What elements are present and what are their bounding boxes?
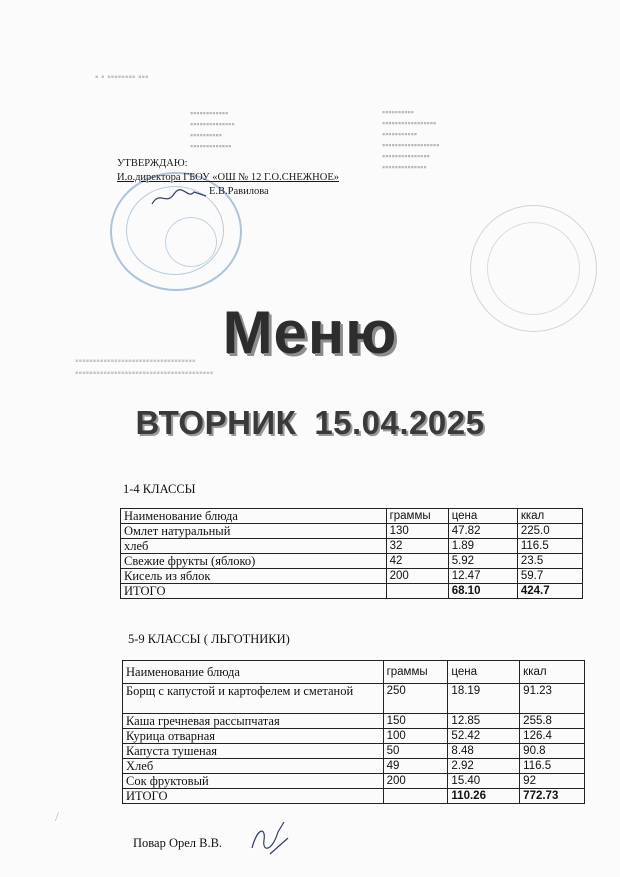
dish-kcal: 23.5 bbox=[517, 554, 582, 569]
day-date-heading bbox=[0, 404, 620, 442]
dish-grams: 100 bbox=[383, 729, 448, 744]
dish-kcal: 92 bbox=[520, 774, 585, 789]
dish-kcal: 90.8 bbox=[520, 744, 585, 759]
dish-kcal: 91.23 bbox=[520, 684, 585, 714]
header-price: цена bbox=[448, 661, 520, 684]
dish-grams: 130 bbox=[386, 524, 448, 539]
menu-table-grades-1-4 bbox=[120, 508, 583, 599]
header-kcal: ккал bbox=[520, 661, 585, 684]
table-row bbox=[123, 714, 585, 729]
dish-price: 5.92 bbox=[448, 554, 517, 569]
header-kcal: ккал bbox=[517, 509, 582, 524]
dish-kcal: 116.5 bbox=[520, 759, 585, 774]
table-row bbox=[121, 524, 583, 539]
dish-name: Омлет натуральный bbox=[121, 524, 387, 539]
table-header-row bbox=[123, 661, 585, 684]
dish-grams: 200 bbox=[383, 774, 448, 789]
menu-date: 15.04.2025 bbox=[314, 404, 485, 441]
section-label-grades-1-4: 1-4 КЛАССЫ bbox=[123, 482, 196, 496]
table-row bbox=[121, 539, 583, 554]
dish-grams: 32 bbox=[386, 539, 448, 554]
dish-price: 12.85 bbox=[448, 714, 520, 729]
dish-grams: 49 bbox=[383, 759, 448, 774]
header-grams: граммы bbox=[386, 509, 448, 524]
total-grams bbox=[383, 789, 448, 804]
bleed-through-text: ▪▪▪▪▪▪▪▪▪▪ ▪▪▪▪▪▪▪▪▪▪▪▪▪▪▪▪▪ ▪▪▪▪▪▪▪▪▪▪▪ ▪▪▪▪▪▪▪▪▪▪▪▪▪▪▪▪▪▪ ▪▪▪▪▪▪▪▪▪▪▪▪▪▪▪ ▪▪▪▪▪▪▪▪▪▪▪▪▪▪ bbox=[382, 107, 440, 172]
dish-grams: 200 bbox=[386, 569, 448, 584]
director-signature bbox=[150, 186, 210, 208]
header-dish: Наименование блюда bbox=[123, 661, 384, 684]
total-label: ИТОГО bbox=[121, 584, 387, 599]
dish-grams: 150 bbox=[383, 714, 448, 729]
total-label: ИТОГО bbox=[123, 789, 384, 804]
approval-heading: УТВЕРЖДАЮ: bbox=[117, 158, 188, 169]
page-title: Меню bbox=[222, 299, 398, 366]
total-kcal: 424.7 bbox=[517, 584, 582, 599]
dish-price: 15.40 bbox=[448, 774, 520, 789]
bleed-through-text: ▪▪▪▪▪▪▪▪▪▪▪▪▪▪▪▪▪▪▪▪▪▪▪▪▪▪▪▪▪▪▪▪▪▪ ▪▪▪▪▪▪▪▪▪▪▪▪▪▪▪▪▪▪▪▪▪▪▪▪▪▪▪▪▪▪▪▪▪▪▪▪▪▪▪ bbox=[75, 356, 214, 379]
dish-kcal: 255.8 bbox=[520, 714, 585, 729]
table-row bbox=[121, 554, 583, 569]
dish-name: Хлеб bbox=[123, 759, 384, 774]
bleed-through-text: ▪ ▪ ▪▪▪▪▪▪▪▪ ▪▪▪ bbox=[95, 72, 149, 83]
table-row bbox=[123, 744, 585, 759]
header-grams: граммы bbox=[383, 661, 448, 684]
header-dish: Наименование блюда bbox=[121, 509, 387, 524]
dish-name: Капуста тушеная bbox=[123, 744, 384, 759]
dish-price: 8.48 bbox=[448, 744, 520, 759]
dish-kcal: 126.4 bbox=[520, 729, 585, 744]
total-price: 68.10 bbox=[448, 584, 517, 599]
table-header-row bbox=[121, 509, 583, 524]
dish-price: 2.92 bbox=[448, 759, 520, 774]
dish-name: Сок фруктовый bbox=[123, 774, 384, 789]
bleed-through-text: ▪▪▪▪▪▪▪▪▪▪▪▪ ▪▪▪▪▪▪▪▪▪▪▪▪▪▪ ▪▪▪▪▪▪▪▪▪▪ ▪▪▪▪▪▪▪▪▪▪▪▪▪ bbox=[190, 108, 235, 151]
approval-name: Е.В.Равилова bbox=[209, 186, 269, 197]
dish-price: 18.19 bbox=[448, 684, 520, 714]
total-price: 110.26 bbox=[448, 789, 520, 804]
cook-signature-line: Повар Орел В.В. bbox=[133, 836, 223, 850]
dish-name: Каша гречневая рассыпчатая bbox=[123, 714, 384, 729]
dish-kcal: 116.5 bbox=[517, 539, 582, 554]
table-total-row bbox=[123, 789, 585, 804]
dish-name: Кисель из яблок bbox=[121, 569, 387, 584]
header-price: цена bbox=[448, 509, 517, 524]
total-grams bbox=[386, 584, 448, 599]
table-row bbox=[121, 569, 583, 584]
table-row bbox=[123, 684, 585, 714]
dish-name: Борщ с капустой и картофелем и сметаной bbox=[123, 684, 384, 714]
dish-price: 12.47 bbox=[448, 569, 517, 584]
margin-mark: / bbox=[55, 810, 59, 825]
menu-table-grades-5-9 bbox=[122, 660, 585, 804]
section-label-grades-5-9: 5-9 КЛАССЫ ( ЛЬГОТНИКИ) bbox=[128, 632, 290, 646]
dish-grams: 42 bbox=[386, 554, 448, 569]
total-kcal: 772.73 bbox=[520, 789, 585, 804]
dish-price: 52.42 bbox=[448, 729, 520, 744]
dish-name: Курица отварная bbox=[123, 729, 384, 744]
dish-kcal: 59.7 bbox=[517, 569, 582, 584]
dish-grams: 250 bbox=[383, 684, 448, 714]
day-of-week: ВТОРНИК bbox=[135, 404, 297, 441]
cook-signature bbox=[248, 818, 294, 858]
dish-grams: 50 bbox=[383, 744, 448, 759]
dish-price: 1.89 bbox=[448, 539, 517, 554]
table-row bbox=[123, 759, 585, 774]
approval-position: И.о.директора ГБОУ «ОШ № 12 Г.О.СНЕЖНОЕ» bbox=[117, 172, 340, 183]
dish-price: 47.82 bbox=[448, 524, 517, 539]
table-row bbox=[123, 774, 585, 789]
dish-kcal: 225.0 bbox=[517, 524, 582, 539]
table-total-row bbox=[121, 584, 583, 599]
dish-name: хлеб bbox=[121, 539, 387, 554]
dish-name: Свежие фрукты (яблоко) bbox=[121, 554, 387, 569]
table-row bbox=[123, 729, 585, 744]
